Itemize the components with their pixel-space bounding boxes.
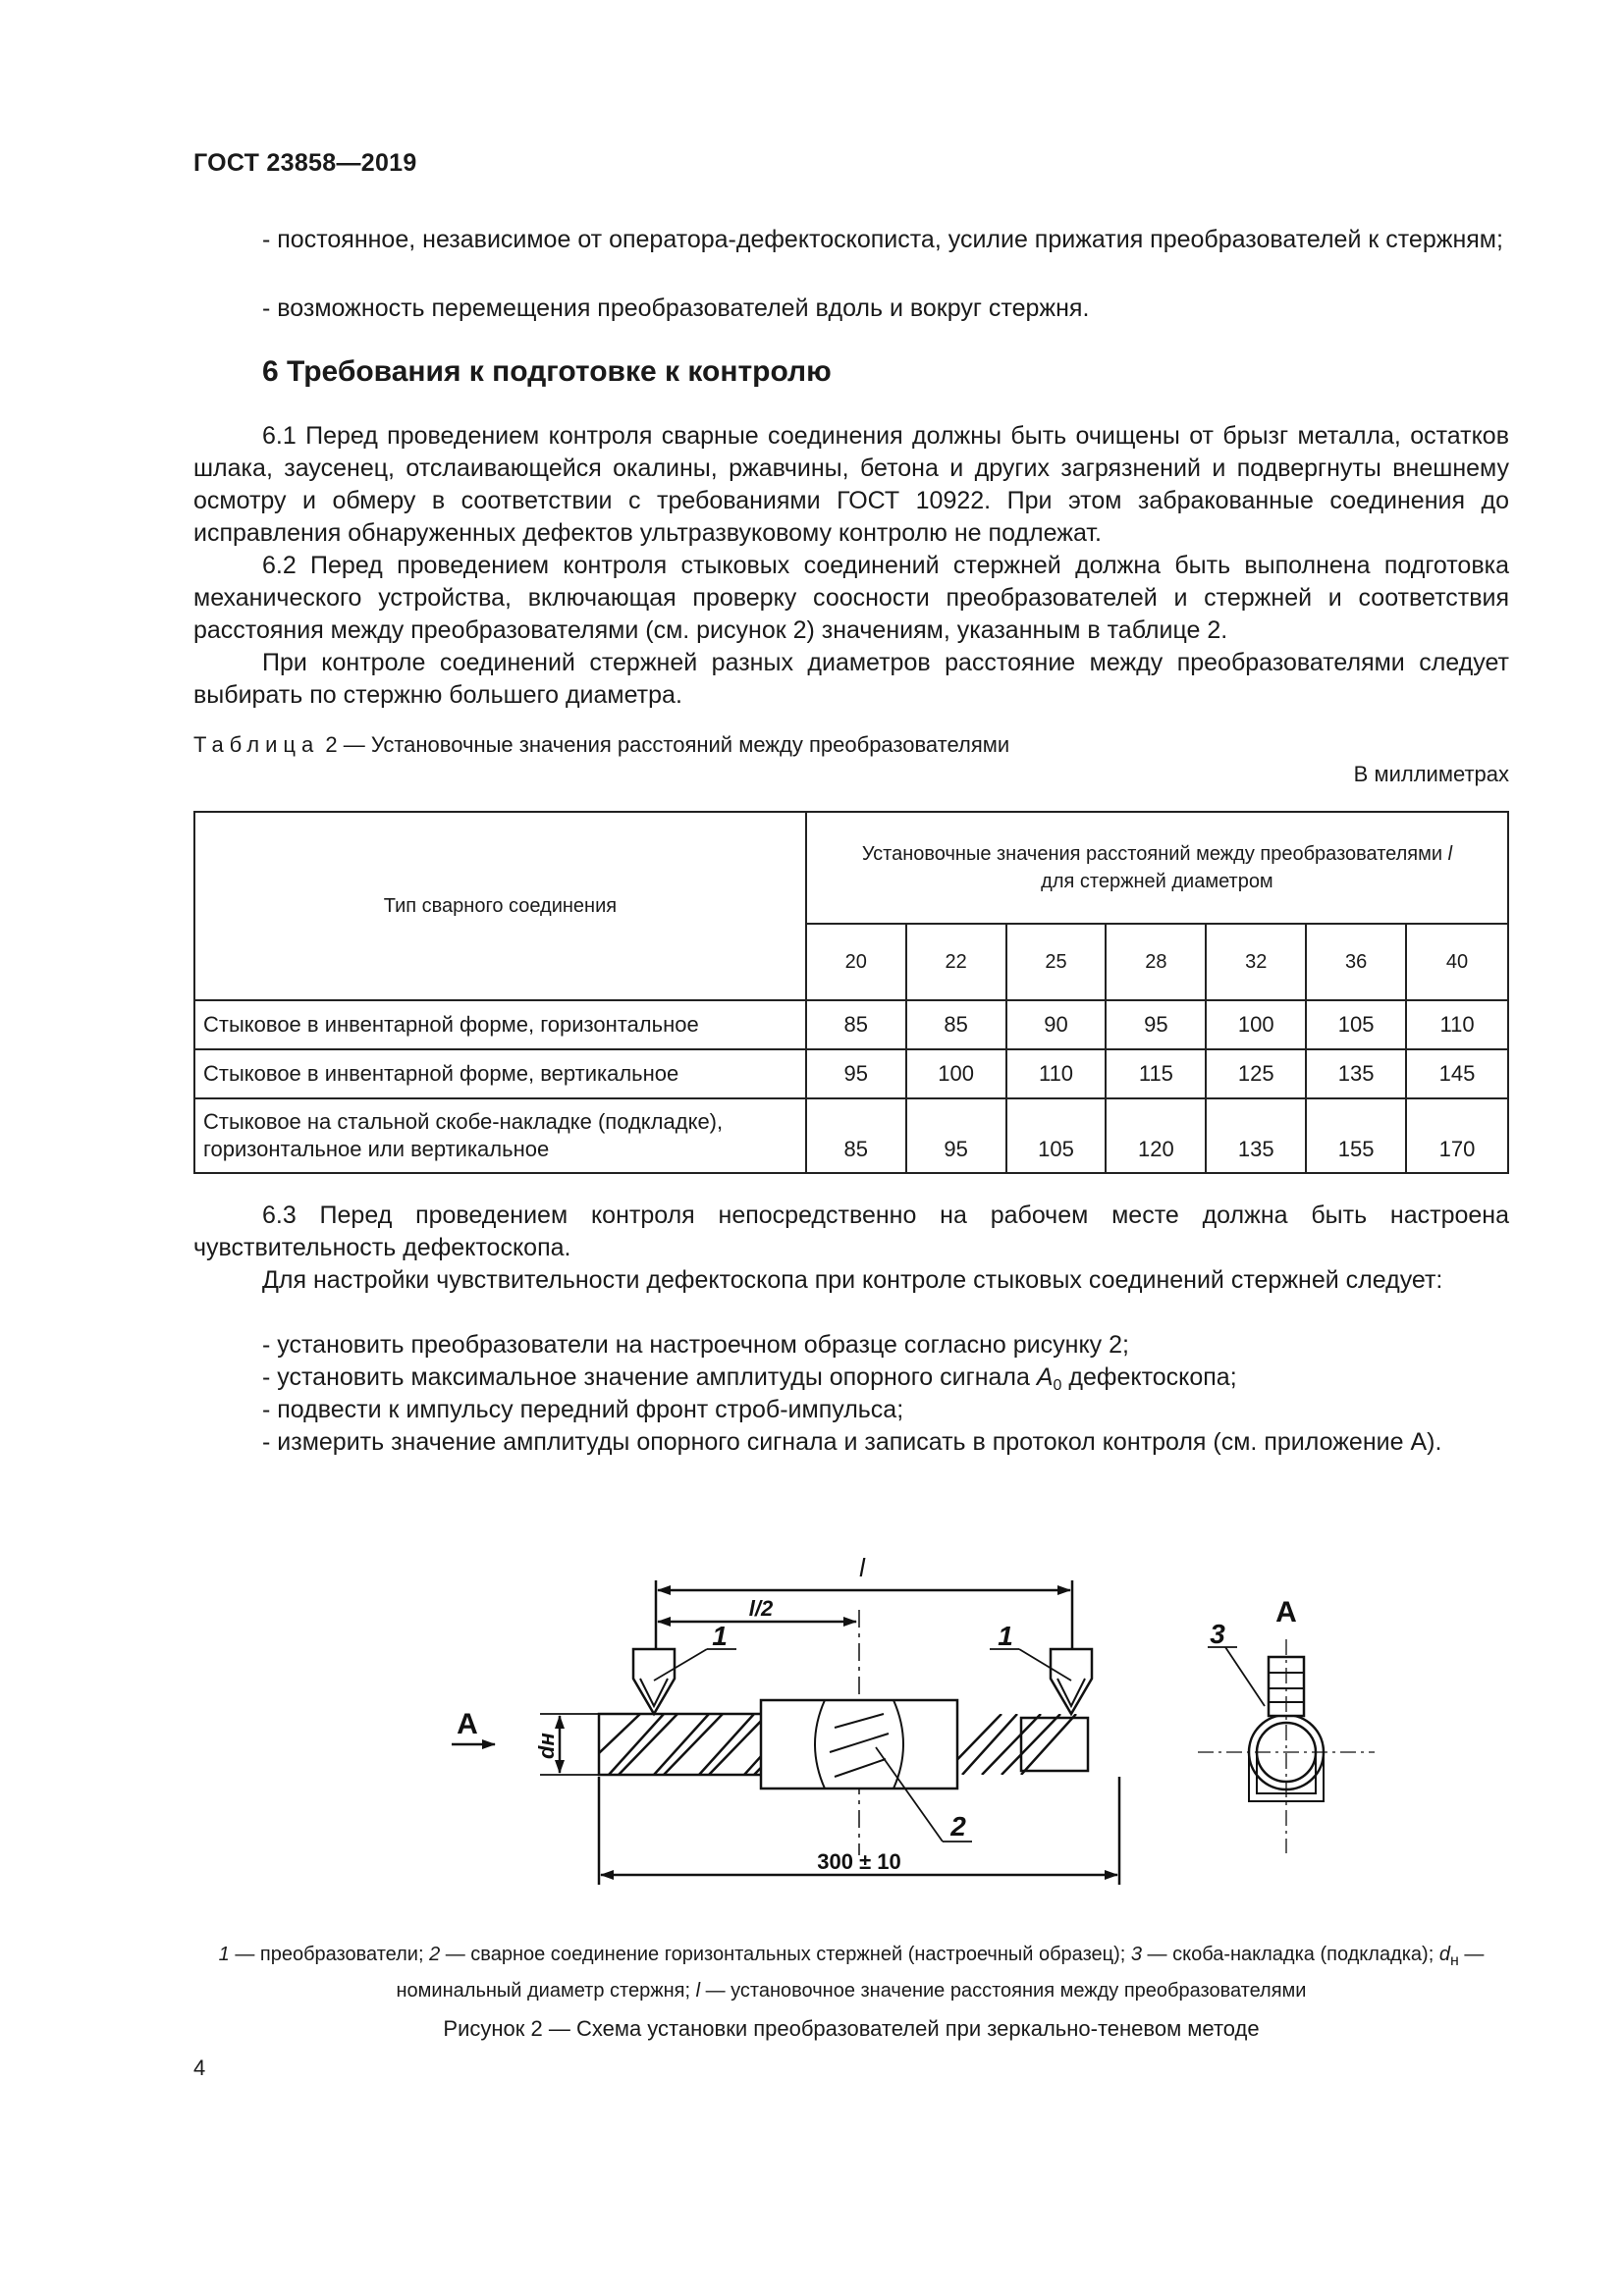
diameter-cell: 36 [1306, 924, 1406, 1000]
label-weld: 2 [950, 1811, 966, 1842]
value-cell: 110 [1406, 1000, 1508, 1049]
value-cell: 95 [906, 1098, 1006, 1173]
value-cell: 100 [906, 1049, 1006, 1098]
label-l: l [859, 1553, 865, 1582]
table-2 [193, 811, 1509, 1174]
value-cell: 170 [1406, 1098, 1508, 1173]
label-transducer-right: 1 [998, 1621, 1013, 1651]
row-label: Стыковое на стальной скобе-накладке (подкладке), горизонтальное или вертикальное [194, 1098, 806, 1173]
var-a-sub: 0 [1053, 1377, 1062, 1394]
label-arrow-a: A [457, 1708, 478, 1740]
table-header-values-text: Установочные значения расстояний между преобразователями [861, 843, 1448, 865]
value-cell: 85 [806, 1098, 906, 1173]
diameter-cell: 40 [1406, 924, 1508, 1000]
value-cell: 120 [1106, 1098, 1206, 1173]
value-cell: 95 [1106, 1000, 1206, 1049]
label-clamp: 3 [1210, 1619, 1225, 1649]
value-cell: 145 [1406, 1049, 1508, 1098]
value-cell: 95 [806, 1049, 906, 1098]
paragraph-6-2: 6.2 Перед проведением контроля стыковых соединений стержней должна быть выполнена подготовка механического устройства, включающая проверку соосности преобразователей и стержней и соответствия расстояния между преобразователями (см. рисунок 2) значениям, указанным в таблице 2. [193, 552, 1509, 644]
legend-1-num: 1 [218, 1944, 230, 1965]
table-row [194, 1000, 1508, 1049]
table-2-caption-text: 2 — Установочные значения расстояний между преобразователями [319, 732, 1010, 757]
table-row [194, 1098, 1508, 1173]
value-cell: 85 [806, 1000, 906, 1049]
diameter-cell: 22 [906, 924, 1006, 1000]
legend-l-text: — установочное значение расстояния между преобразователями [700, 1980, 1307, 2002]
label-view-a: A [1275, 1596, 1297, 1629]
bullet-amplitude-text: - установить максимальное значение амплитуды опорного сигнала [262, 1363, 1037, 1391]
value-cell: 90 [1006, 1000, 1107, 1049]
label-dh: dн [534, 1733, 559, 1759]
table-header-values [806, 812, 1508, 924]
table-header-values-diam: для стержней диаметром [1041, 871, 1273, 892]
figure-2-diagram [432, 1541, 1384, 1924]
figure-2-legend [193, 1940, 1509, 2005]
row-label: Стыковое в инвентарной форме, вертикальное [194, 1049, 806, 1098]
table-row [194, 1049, 1508, 1098]
value-cell: 105 [1006, 1098, 1107, 1173]
label-l2: l/2 [748, 1596, 774, 1621]
table-header-values-l: l [1447, 843, 1453, 865]
bullet-movement: - возможность перемещения преобразователей вдоль и вокруг стержня. [262, 294, 1090, 322]
legend-1-text: — преобразователи; [229, 1944, 430, 1965]
bullet-measure: - измерить значение амплитуды опорного сигнала и записать в протокол контроля (см. приложение А). [262, 1428, 1442, 1456]
value-cell: 110 [1006, 1049, 1107, 1098]
diameter-cell: 20 [806, 924, 906, 1000]
legend-d-sub: н [1449, 1952, 1459, 1969]
value-cell: 105 [1306, 1000, 1406, 1049]
value-cell: 125 [1206, 1049, 1306, 1098]
legend-2-num: 2 [429, 1944, 441, 1965]
diameter-cell: 25 [1006, 924, 1107, 1000]
value-cell: 100 [1206, 1000, 1306, 1049]
legend-3-num: 3 [1130, 1944, 1142, 1965]
document-header: ГОСТ 23858—2019 [193, 149, 417, 177]
page-number: 4 [193, 2056, 206, 2080]
value-cell: 135 [1206, 1098, 1306, 1173]
label-300: 300 ± 10 [817, 1849, 901, 1874]
bullet-amplitude-end: дефектоскопа; [1061, 1363, 1237, 1391]
value-cell: 155 [1306, 1098, 1406, 1173]
section-6-title: 6 Требования к подготовке к контролю [262, 355, 832, 388]
value-cell: 85 [906, 1000, 1006, 1049]
row-label: Стыковое в инвентарной форме, горизонтальное [194, 1000, 806, 1049]
diameter-cell: 28 [1106, 924, 1206, 1000]
bullet-install: - установить преобразователи на настроечном образце согласно рисунку 2; [262, 1331, 1129, 1359]
paragraph-6-1: 6.1 Перед проведением контроля сварные соединения должны быть очищены от брызг металла, остатков шлака, заусенец, отслаивающейся окалины, ржавчины, бетона и других загрязнений и подвергнуты внешнему осмотру и обмеру в соответствии с требованиями ГОСТ 10922. При этом забракованные соединения до исправления обнаруженных дефектов ультразвуковому контролю не подлежат. [193, 422, 1509, 547]
table-2-units: В миллиметрах [1353, 762, 1509, 786]
bullet-pressure: - постоянное, независимое от оператора-дефектоскописта, усилие прижатия преобразователей к стержням; [262, 226, 1503, 253]
paragraph-6-2-diameters: При контроле соединений стержней разных диаметров расстояние между преобразователями следует выбирать по стержню большего диаметра. [193, 649, 1509, 709]
bullet-strobe: - подвести к импульсу передний фронт строб-импульса; [262, 1396, 904, 1423]
label-transducer-left: 1 [712, 1621, 728, 1651]
table-header-type: Тип сварного соединения [194, 812, 806, 1000]
paragraph-6-3-setup: Для настройки чувствительности дефектоскопа при контроле стыковых соединений стержней следует: [262, 1266, 1443, 1294]
figure-2-caption: Рисунок 2 — Схема установки преобразователей при зеркально-теневом методе [443, 2016, 1260, 2041]
legend-d-var: d [1438, 1944, 1450, 1965]
paragraph-6-3: 6.3 Перед проведением контроля непосредственно на рабочем месте должна быть настроена чувствительность дефектоскопа. [193, 1201, 1509, 1261]
table-2-caption [193, 732, 1009, 758]
value-cell: 135 [1306, 1049, 1406, 1098]
diameter-cell: 32 [1206, 924, 1306, 1000]
legend-3-text: — скоба-накладка (подкладка); [1141, 1944, 1439, 1965]
legend-l-var: l [695, 1980, 701, 2002]
var-a: A [1036, 1363, 1054, 1391]
value-cell: 115 [1106, 1049, 1206, 1098]
legend-d-text: — номинальный диаметр стержня; [396, 1944, 1485, 2002]
table-2-caption-prefix: Таблица [193, 732, 320, 757]
legend-2-text: — сварное соединение горизонтальных стержней (настроечный образец); [440, 1944, 1131, 1965]
